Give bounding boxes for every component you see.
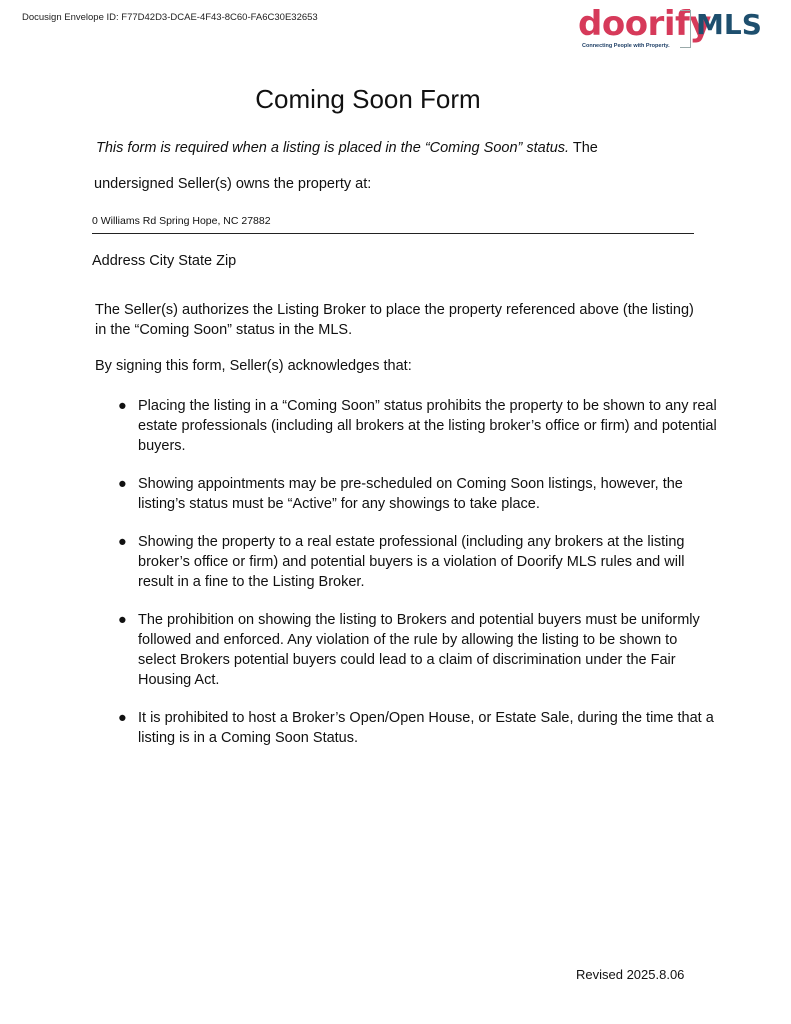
list-item-text: Placing the listing in a “Coming Soon” status prohibits the property to be shown to any real estate professionals (including all brokers at the listing broker’s office or firm) and potential buyers. [138,398,717,454]
acknowledge-intro: By signing this form, Seller(s) acknowledges that: [95,358,412,374]
list-item-text: Showing appointments may be pre-scheduled on Coming Soon listings, however, the listing’s status must be “Active” for any showings to take place. [138,476,683,512]
list-item [118,474,718,514]
acknowledgement-list [118,396,718,766]
revision-date: Revised 2025.8.06 [576,967,685,982]
intro-line-1 [96,140,598,156]
list-item [118,532,718,592]
form-title: Coming Soon Form [255,84,481,114]
address-label: Address City State Zip [92,253,237,269]
list-item [118,396,718,456]
authorization-paragraph: The Seller(s) authorizes the Listing Broker to place the property referenced above (the listing) in the “Coming Soon” status in the MLS. [95,302,694,338]
logo-brand: doorify [578,4,711,44]
bullet-icon: ● [118,534,127,550]
door-icon [680,10,691,48]
logo-tagline: Connecting People with Property. [582,43,670,49]
address-field[interactable]: 0 Williams Rd Spring Hope, NC 27882 [92,215,271,227]
logo-suffix: MLS [696,8,762,41]
address-underline [92,233,694,234]
bullet-icon: ● [118,476,127,492]
intro-rest: The [569,140,598,156]
list-item [118,610,718,690]
bullet-icon: ● [118,398,127,414]
bullet-icon: ● [118,612,127,628]
intro-italic: This form is required when a listing is placed in the “Coming Soon” status. [96,140,570,156]
list-item-text: It is prohibited to host a Broker’s Open/Open House, or Estate Sale, during the time that a listing is in a Coming Soon Status. [138,710,714,746]
list-item [118,708,718,748]
doorify-mls-logo [578,4,768,50]
list-item-text: Showing the property to a real estate professional (including any brokers at the listing broker’s office or firm) and potential buyers is a violation of Doorify MLS rules and will result in a fine to the Listing Broker. [138,534,685,590]
envelope-id: Docusign Envelope ID: F77D42D3-DCAE-4F43-8C60-FA6C30E32653 [22,12,318,23]
bullet-icon: ● [118,710,127,726]
intro-line-2: undersigned Seller(s) owns the property at: [94,176,372,192]
list-item-text: The prohibition on showing the listing to Brokers and potential buyers must be uniformly followed and enforced. Any violation of the rule by allowing the listing to be shown to select Brokers potential buyers could lead to a claim of discrimination under the Fair Housing Act. [138,612,700,688]
